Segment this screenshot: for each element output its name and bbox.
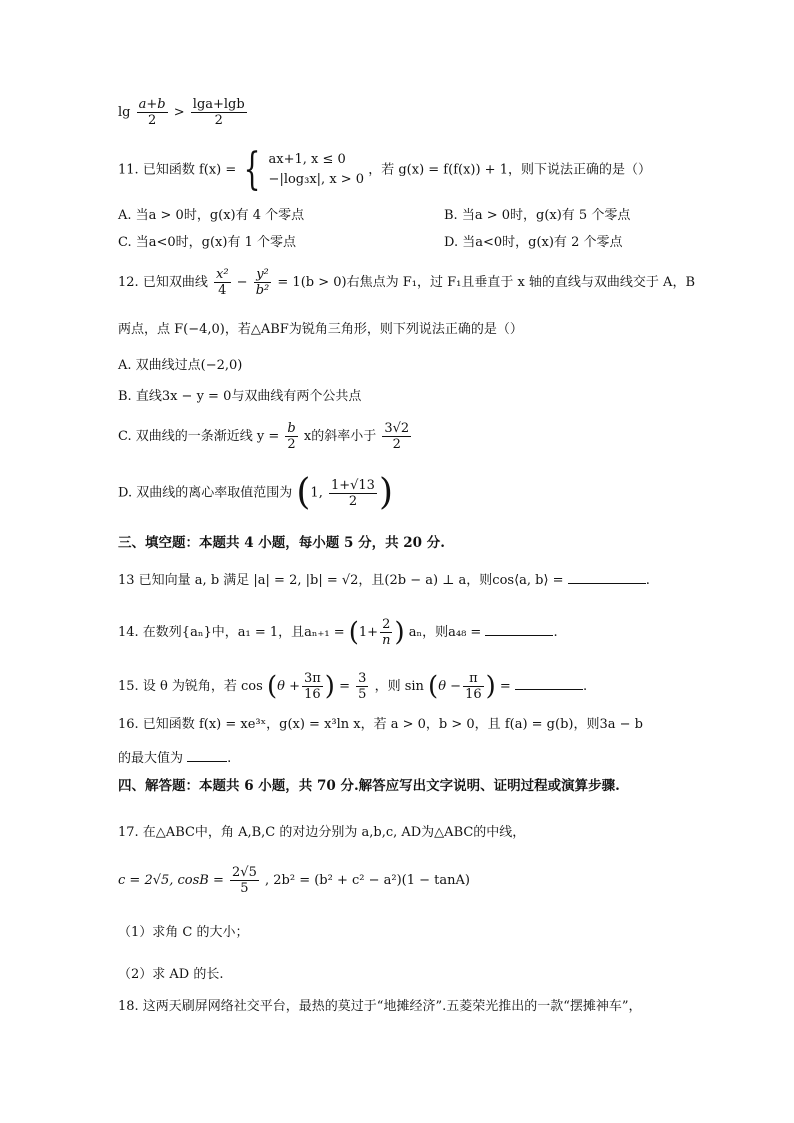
- option-a: A. 双曲线过点(−2,0): [118, 358, 243, 373]
- option-text: x的斜率小于: [303, 429, 377, 444]
- case-1: ax+1, x ≤ 0: [268, 151, 346, 167]
- question-16: 16. 已知函数 f(x) = xe³ˣ，g(x) = x³ln x，若 a > 0，b > 0，且 f(a) = g(b)，则3a − b: [118, 717, 643, 732]
- question-17-part2: （2）求 AD 的长.: [118, 967, 224, 982]
- question-17: 17. 在△ABC中，角 A,B,C 的对边分别为 a,b,c, AD为△ABC的中线，: [118, 825, 526, 840]
- case-2: −|log₃x|, x > 0: [268, 172, 365, 187]
- option-d: D. 双曲线的离心率取值范围为 (1, $\frac{1+√13}{2}$ ): [118, 472, 394, 513]
- question-17-equation: [118, 866, 470, 895]
- question-15: 15. 设 θ 为锐角，若 cos (θ + $\frac{3\pi}{16}$ ) = $\frac{3}{5}$ ，则 sin (θ − $\frac{\pi}{16}$ ) = .: [118, 671, 588, 702]
- question-text: 已知双曲线: [142, 275, 208, 290]
- carryover-inequality: [118, 98, 249, 127]
- option-text: D. 双曲线的离心率取值范围为: [118, 485, 293, 501]
- gt-sign: >: [173, 105, 185, 120]
- question-18: 18. 这两天刷屏网络社交平台，最热的莫过于“地摊经济”.五菱荣光推出的一款“摆摊神车”，: [118, 999, 642, 1014]
- equation-part: , 2b² = (b² + c² − a²)(1 − tanA): [265, 873, 470, 888]
- equation-part: c = 2√5, cosB =: [118, 873, 224, 888]
- question-12-line2: 两点，点 F(−4,0)，若△ABF为锐角三角形，则下列说法正确的是（）: [118, 322, 523, 337]
- question-number: 11.: [118, 162, 139, 178]
- section-3-heading: 三、填空题：本题共 4 小题，每小题 5 分，共 20 分.: [118, 535, 445, 551]
- answer-blank[interactable]: [187, 749, 227, 762]
- fraction: $\frac{3\pi}{16}$: [303, 671, 321, 702]
- answer-blank[interactable]: [568, 571, 646, 584]
- option-b: B. 当a > 0时，g(x)有 5 个零点: [444, 208, 631, 223]
- question-17-part1: （1）求角 C 的大小；: [118, 925, 249, 940]
- fraction: $\frac{3}{5}$: [358, 671, 367, 702]
- question-13: 13 已知向量 a, b 满足 |a| = 2, |b| = √2，且(2b − a) ⊥ a，则cos⟨a, b⟩ = .: [118, 573, 650, 588]
- option-d: D. 当a<0时，g(x)有 2 个零点: [444, 235, 623, 250]
- option-c: [118, 422, 413, 451]
- answer-blank[interactable]: [485, 623, 553, 636]
- question-11: [118, 144, 651, 195]
- question-text: 14. 在数列{aₙ}中，a₁ = 1，且aₙ₊₁ =: [118, 625, 345, 640]
- question-text: ，若 g(x) = f(f(x)) + 1，则下说法正确的是（）: [368, 162, 651, 178]
- lg-text: lg: [118, 105, 131, 120]
- section-4-heading: 四、解答题：本题共 6 小题，共 70 分.解答应写出文字说明、证明过程或演算步骤.: [118, 778, 620, 794]
- question-text: 13 已知向量 a, b 满足 |a| = 2, |b| = √2，且(2b − a) ⊥ a，则cos⟨a, b⟩ =: [118, 573, 564, 588]
- answer-blank[interactable]: [515, 677, 583, 690]
- fraction: $\frac{b}{2}$: [287, 421, 296, 452]
- fraction: $\frac{\text{y²}}{\text{b²}}$: [255, 267, 270, 298]
- option-b: B. 直线3x − y = 0与双曲线有两个公共点: [118, 389, 362, 404]
- question-text: aₙ，则a₄₈ =: [408, 625, 482, 640]
- fraction: $\frac{3√2}{2}$: [384, 421, 410, 452]
- question-text: 15. 设 θ 为锐角，若 cos: [118, 679, 263, 694]
- fraction: $\frac{a+b}{2}$: [138, 97, 166, 128]
- fraction: $\frac{2}{n}$: [382, 617, 391, 648]
- question-number: 12.: [118, 275, 139, 290]
- question-text: ，则 sin: [374, 679, 424, 694]
- fraction: $\frac{2√5}{5}$: [232, 865, 257, 896]
- piecewise: { ax+1, x ≤ 0 −|log₃x|, x > 0: [244, 144, 365, 195]
- question-text: 已知函数 f(x) =: [142, 162, 241, 178]
- interval-start: 1,: [310, 485, 323, 501]
- question-12: 12. 已知双曲线 $\frac{\text{x²}}{4}$ − $\frac{\text{y²}}{\text{b²}}$ = 1(b > 0)右焦点为 F₁，过 F₁且垂直于 x 轴的直线与双曲线交于 A，B: [118, 267, 695, 298]
- option-a: A. 当a > 0时，g(x)有 4 个零点: [118, 208, 305, 223]
- option-c: C. 当a<0时，g(x)有 1 个零点: [118, 235, 296, 250]
- fraction: $\frac{1+√13}{2}$: [330, 477, 375, 509]
- fraction: $\frac{\lg a+\lg b}{2}$: [192, 97, 245, 128]
- question-text: 的最大值为: [118, 751, 184, 766]
- option-text: C. 双曲线的一条渐近线 y =: [118, 429, 280, 444]
- fraction: $\frac{\pi}{16}$: [465, 671, 482, 702]
- question-16-line2: 的最大值为 .: [118, 751, 232, 766]
- question-14: 14. 在数列{aₙ}中，a₁ = 1，且aₙ₊₁ = (1+ $\frac{2}{n}$ ) aₙ，则a₄₈ = .: [118, 617, 558, 648]
- question-text: = 1(b > 0)右焦点为 F₁，过 F₁且垂直于 x 轴的直线与双曲线交于 A，B: [277, 275, 695, 290]
- fraction: $\frac{\text{x²}}{4}$: [215, 267, 229, 298]
